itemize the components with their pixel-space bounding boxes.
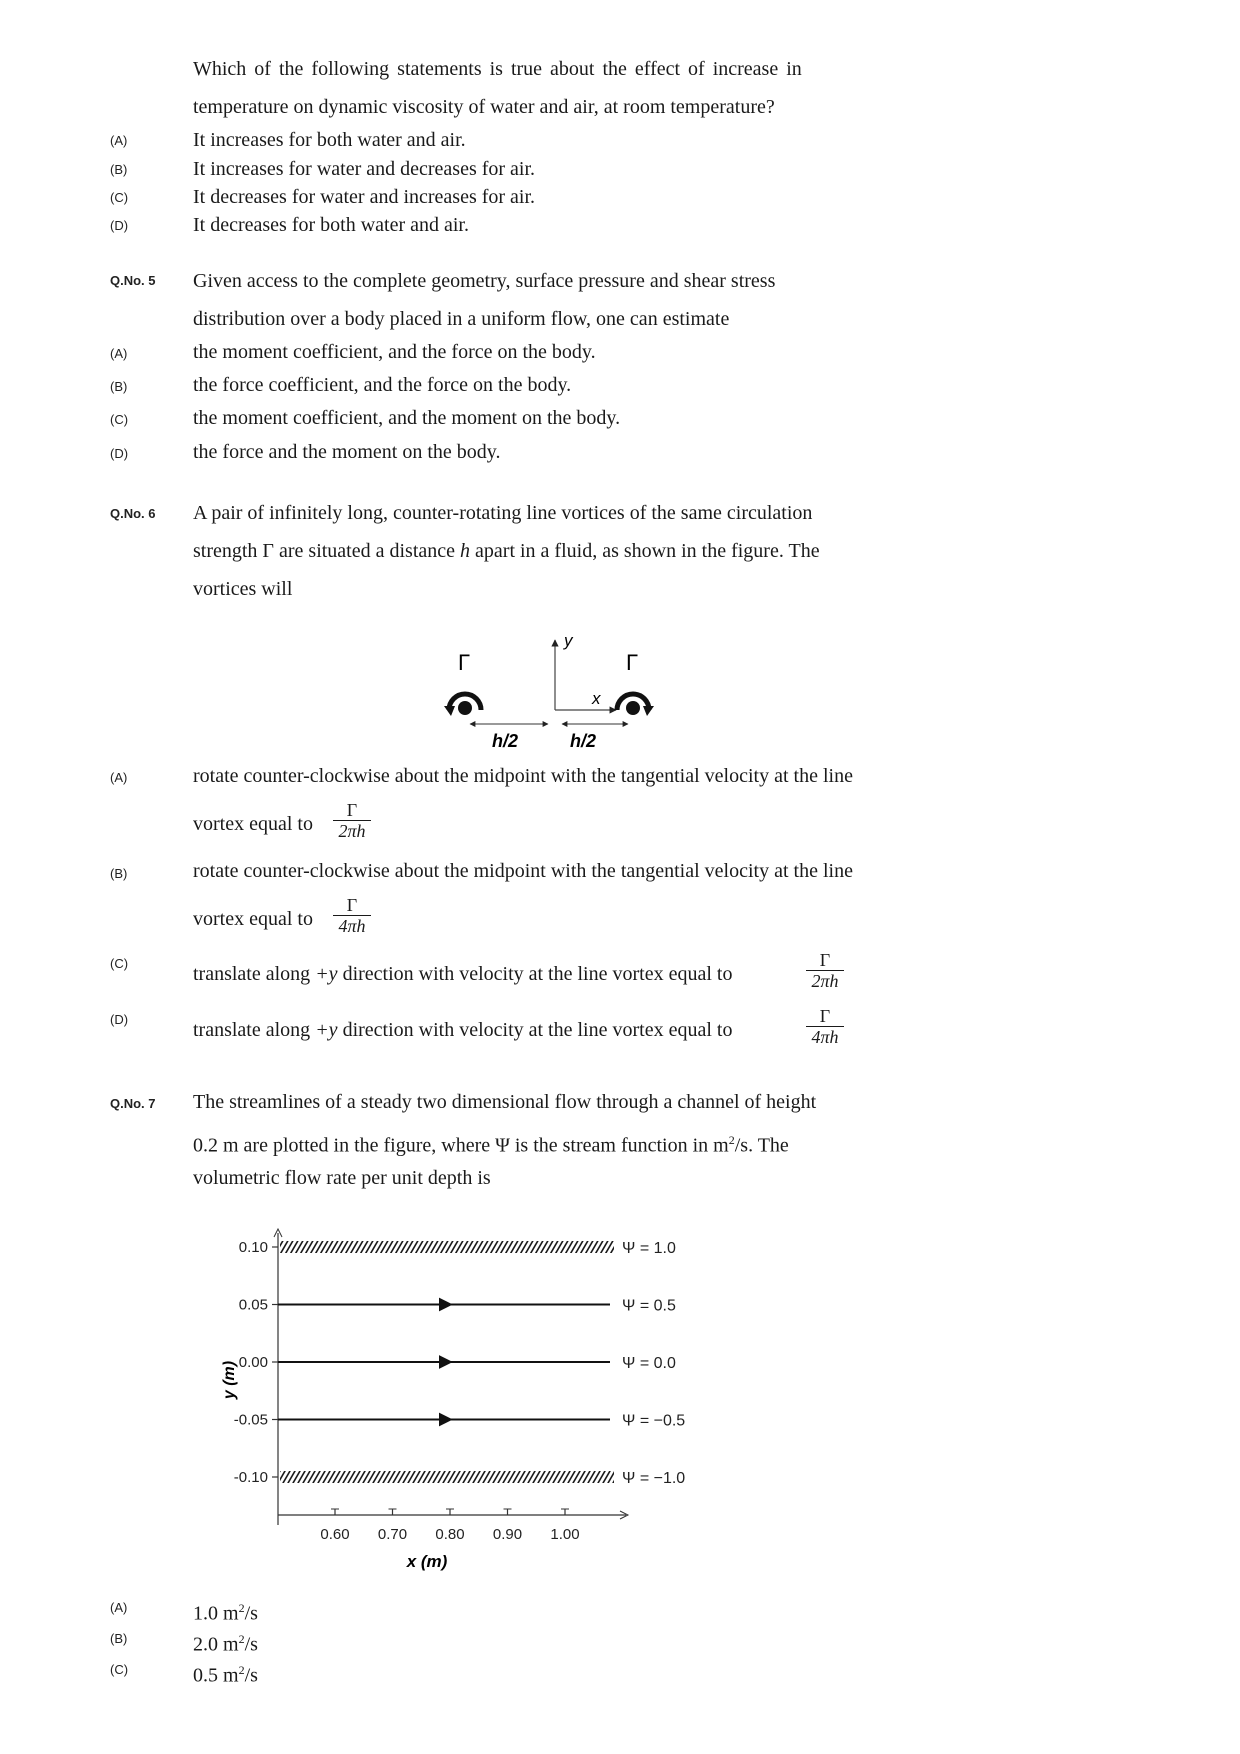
q6-stem-line3: vortices will xyxy=(193,578,293,600)
dist-label-right: h/2 xyxy=(570,731,597,751)
x-axis-label: x xyxy=(592,689,601,708)
q7-number: Q.No. 7 xyxy=(110,1096,156,1111)
chart-y-tick-label: 0.00 xyxy=(238,1354,268,1371)
q4-option-c-text: It decreases for water and increases for air. xyxy=(193,186,536,208)
q6-option-a-line2: vortex equal to xyxy=(193,813,313,835)
vortex-figure xyxy=(420,630,680,760)
q5-option-b-text: the force coefficient, and the force on the body. xyxy=(193,374,572,396)
q7-stem-line2: 0.2 m are plotted in the figure, where Ψ is the stream function in $m^2/s$. The xyxy=(193,1133,789,1157)
chart-x-tick-label: 0.70 xyxy=(377,1526,408,1543)
q5-option-a-text: the moment coefficient, and the force on the body. xyxy=(193,341,596,363)
q6-option-a-fraction: Γ 2πh xyxy=(333,800,371,841)
q7-option-c-label: (C) xyxy=(110,1662,129,1677)
right-vortex-icon xyxy=(617,694,654,716)
streamline-chart xyxy=(190,1225,750,1575)
q5-option-d-text: the force and the moment on the body. xyxy=(193,441,501,463)
q5-option-c-label: (C) xyxy=(110,412,129,427)
chart-y-tick-label: -0.05 xyxy=(233,1411,268,1429)
chart-y-tick-label: 0.05 xyxy=(238,1296,268,1314)
left-vortex-icon xyxy=(444,694,481,716)
q5-option-d-label: (D) xyxy=(110,446,129,461)
q7-option-a-label: (A) xyxy=(110,1600,128,1615)
chart-x-tick-label: 0.60 xyxy=(320,1526,350,1543)
streamline-label: Ψ = 0.5 xyxy=(622,1297,676,1315)
q7-option-b-text: 2.0 $m^2/s$ xyxy=(193,1632,258,1656)
q6-option-b-line1: rotate counter-clockwise about the midpoint with the tangential velocity at the line xyxy=(193,860,853,882)
streamline-label: Ψ = 1.0 xyxy=(622,1240,676,1257)
chart-y-tick-label: 0.10 xyxy=(238,1239,268,1256)
channel-wall xyxy=(280,1241,614,1253)
chart-y-axis-title: y (m) xyxy=(221,1360,238,1400)
q5-number: Q.No. 5 xyxy=(110,273,156,288)
right-gamma: Γ xyxy=(626,650,639,675)
channel-wall xyxy=(280,1471,614,1483)
q6-number: Q.No. 6 xyxy=(110,506,156,521)
q5-stem-line2: distribution over a body placed in a uniform flow, one can estimate xyxy=(193,308,730,330)
q6-stem-line2: strength Γ are situated a distance h apart in a fluid, as shown in the figure. The xyxy=(193,540,820,562)
q7-option-c-text: 0.5 $m^2/s$ xyxy=(193,1663,258,1687)
q6-stem-line1: A pair of infinitely long, counter-rotating line vortices of the same circulation xyxy=(193,502,813,524)
q6-option-b-line2: vortex equal to xyxy=(193,908,313,930)
q4-option-b-text: It increases for water and decreases for air. xyxy=(193,158,536,180)
chart-y-tick-label: -0.10 xyxy=(233,1469,268,1486)
q7-stem-line3: volumetric flow rate per unit depth is xyxy=(193,1167,491,1189)
q4-option-c-label: (C) xyxy=(110,190,129,205)
q6-option-c-text: translate along +y direction with velocity at the line vortex equal to xyxy=(193,963,733,985)
q4-stem-line2: temperature on dynamic viscosity of water and air, at room temperature? xyxy=(193,96,775,118)
q5-option-c-text: the moment coefficient, and the moment on the body. xyxy=(193,407,621,429)
dist-label-left: h/2 xyxy=(492,731,519,751)
q6-option-b-label: (B) xyxy=(110,866,128,881)
chart-x-tick-label: 0.90 xyxy=(492,1526,523,1543)
q5-option-b-label: (B) xyxy=(110,379,128,394)
streamline-label: Ψ = −1.0 xyxy=(622,1470,686,1487)
q5-stem-line1: Given access to the complete geometry, surface pressure and shear stress xyxy=(193,270,776,292)
q4-option-d-label: (D) xyxy=(110,218,129,233)
left-gamma: Γ xyxy=(458,650,471,675)
chart-x-axis-title: x (m) xyxy=(406,1552,448,1571)
q6-option-a-label: (A) xyxy=(110,770,128,785)
q6-option-b-fraction: Γ 4πh xyxy=(333,895,371,936)
q4-option-d-text: It decreases for both water and air. xyxy=(193,214,469,236)
q4-option-b-label: (B) xyxy=(110,162,128,177)
chart-x-tick-label: 1.00 xyxy=(550,1526,580,1543)
q5-option-a-label: (A) xyxy=(110,346,128,361)
q7-option-a-text: 1.0 $m^2/s$ xyxy=(193,1601,258,1625)
chart-x-tick-label: 0.80 xyxy=(435,1526,465,1543)
y-axis-label: y xyxy=(564,631,573,650)
q6-option-d-fraction: Γ 4πh xyxy=(806,1006,844,1047)
q6-option-c-label: (C) xyxy=(110,956,129,971)
streamline-label: Ψ = 0.0 xyxy=(622,1355,676,1372)
q7-option-b-label: (B) xyxy=(110,1631,128,1646)
q6-option-d-label: (D) xyxy=(110,1012,129,1027)
q4-option-a-label: (A) xyxy=(110,133,128,148)
q6-option-c-fraction: Γ 2πh xyxy=(806,950,844,991)
q6-option-a-line1: rotate counter-clockwise about the midpoint with the tangential velocity at the line xyxy=(193,765,853,787)
q4-option-a-text: It increases for both water and air. xyxy=(193,129,466,151)
streamline-label: Ψ = −0.5 xyxy=(622,1412,686,1430)
q7-stem-line1: The streamlines of a steady two dimensional flow through a channel of height xyxy=(193,1091,817,1113)
q6-option-d-text: translate along +y direction with velocity at the line vortex equal to xyxy=(193,1019,733,1041)
q4-stem-line1: Which of the following statements is true about the effect of increase in xyxy=(193,58,802,80)
